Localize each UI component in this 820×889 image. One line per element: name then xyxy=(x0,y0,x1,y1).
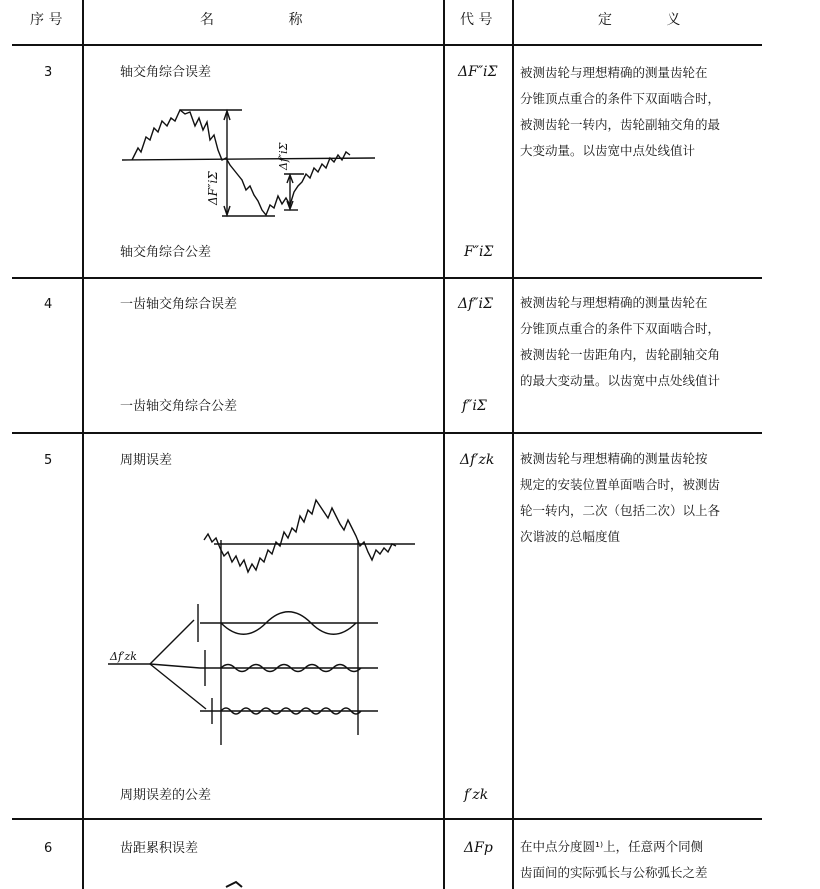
header-code: 代 号 xyxy=(460,12,493,28)
definition-line: 的最大变动量。以齿宽中点处线值计 xyxy=(520,373,721,388)
definition-line: 被测齿轮与理想精确的测量齿轮按 xyxy=(520,451,708,466)
error-code: ΔFp xyxy=(464,840,493,856)
leader-line xyxy=(150,620,194,664)
row-seq: 6 xyxy=(44,841,53,856)
header-seq: 序 号 xyxy=(30,12,63,28)
definition-line: 在中点分度圆¹⁾上，任意两个同侧 xyxy=(520,839,704,854)
definition-line: 被测齿轮一齿距角内，齿轮副轴交角 xyxy=(520,347,721,362)
leader-line xyxy=(150,664,206,709)
definition-line: 规定的安装位置单面啮合时，被测齿 xyxy=(520,477,721,492)
figure-label-delta: Δf′zk xyxy=(110,650,137,663)
definition-line: 分锥顶点重合的条件下双面啮合时， xyxy=(520,321,721,336)
definition-line: 大变动量。以齿宽中点处线值计 xyxy=(520,143,696,158)
error-curve xyxy=(204,500,396,572)
figure-fragment xyxy=(226,882,242,887)
header-name: 名 称 xyxy=(200,12,303,28)
error-name: 周期误差 xyxy=(120,453,173,468)
error-name: 齿距累积误差 xyxy=(120,841,199,856)
error-name: 一齿轴交角综合误差 xyxy=(120,297,238,312)
error-code: Δf″iΣ xyxy=(458,296,493,312)
definition-line: 轮一转内，二次（包括二次）以上各 xyxy=(520,503,721,518)
definition-line: 被测齿轮与理想精确的测量齿轮在 xyxy=(520,295,708,310)
figure-label-big: ΔF″iΣ xyxy=(206,171,220,205)
tolerance-name: 周期误差的公差 xyxy=(120,788,212,803)
row-seq: 3 xyxy=(44,65,53,80)
definition-line: 被测齿轮一转内，齿轮副轴交角的最 xyxy=(520,117,721,132)
row-seq: 5 xyxy=(44,453,53,468)
tolerance-code: f′zk xyxy=(464,787,489,803)
error-name: 轴交角综合误差 xyxy=(120,65,212,80)
definition-line: 被测齿轮与理想精确的测量齿轮在 xyxy=(520,65,708,80)
tolerance-name: 轴交角综合公差 xyxy=(120,245,212,260)
figure-label-small: Δf″iΣ xyxy=(277,142,290,170)
error-code: ΔF″iΣ xyxy=(458,64,498,80)
definition-line: 分锥顶点重合的条件下双面啮合时， xyxy=(520,91,721,106)
centerline xyxy=(122,158,375,160)
figure-axis-crossing xyxy=(122,110,375,216)
definition-line: 齿面间的实际弧长与公称弧长之差 xyxy=(520,865,708,880)
error-curve xyxy=(132,110,350,215)
tolerance-code: f″iΣ xyxy=(462,398,487,414)
row-seq: 4 xyxy=(44,297,53,312)
error-code: Δf′zk xyxy=(460,452,495,468)
definition-line: 次谐波的总幅度值 xyxy=(520,529,621,544)
tolerance-name: 一齿轴交角综合公差 xyxy=(120,399,238,414)
leader-line xyxy=(150,664,200,668)
tolerance-code: F″iΣ xyxy=(464,244,494,260)
figure-periodic-error xyxy=(108,500,415,745)
header-def: 定 义 xyxy=(598,12,681,28)
